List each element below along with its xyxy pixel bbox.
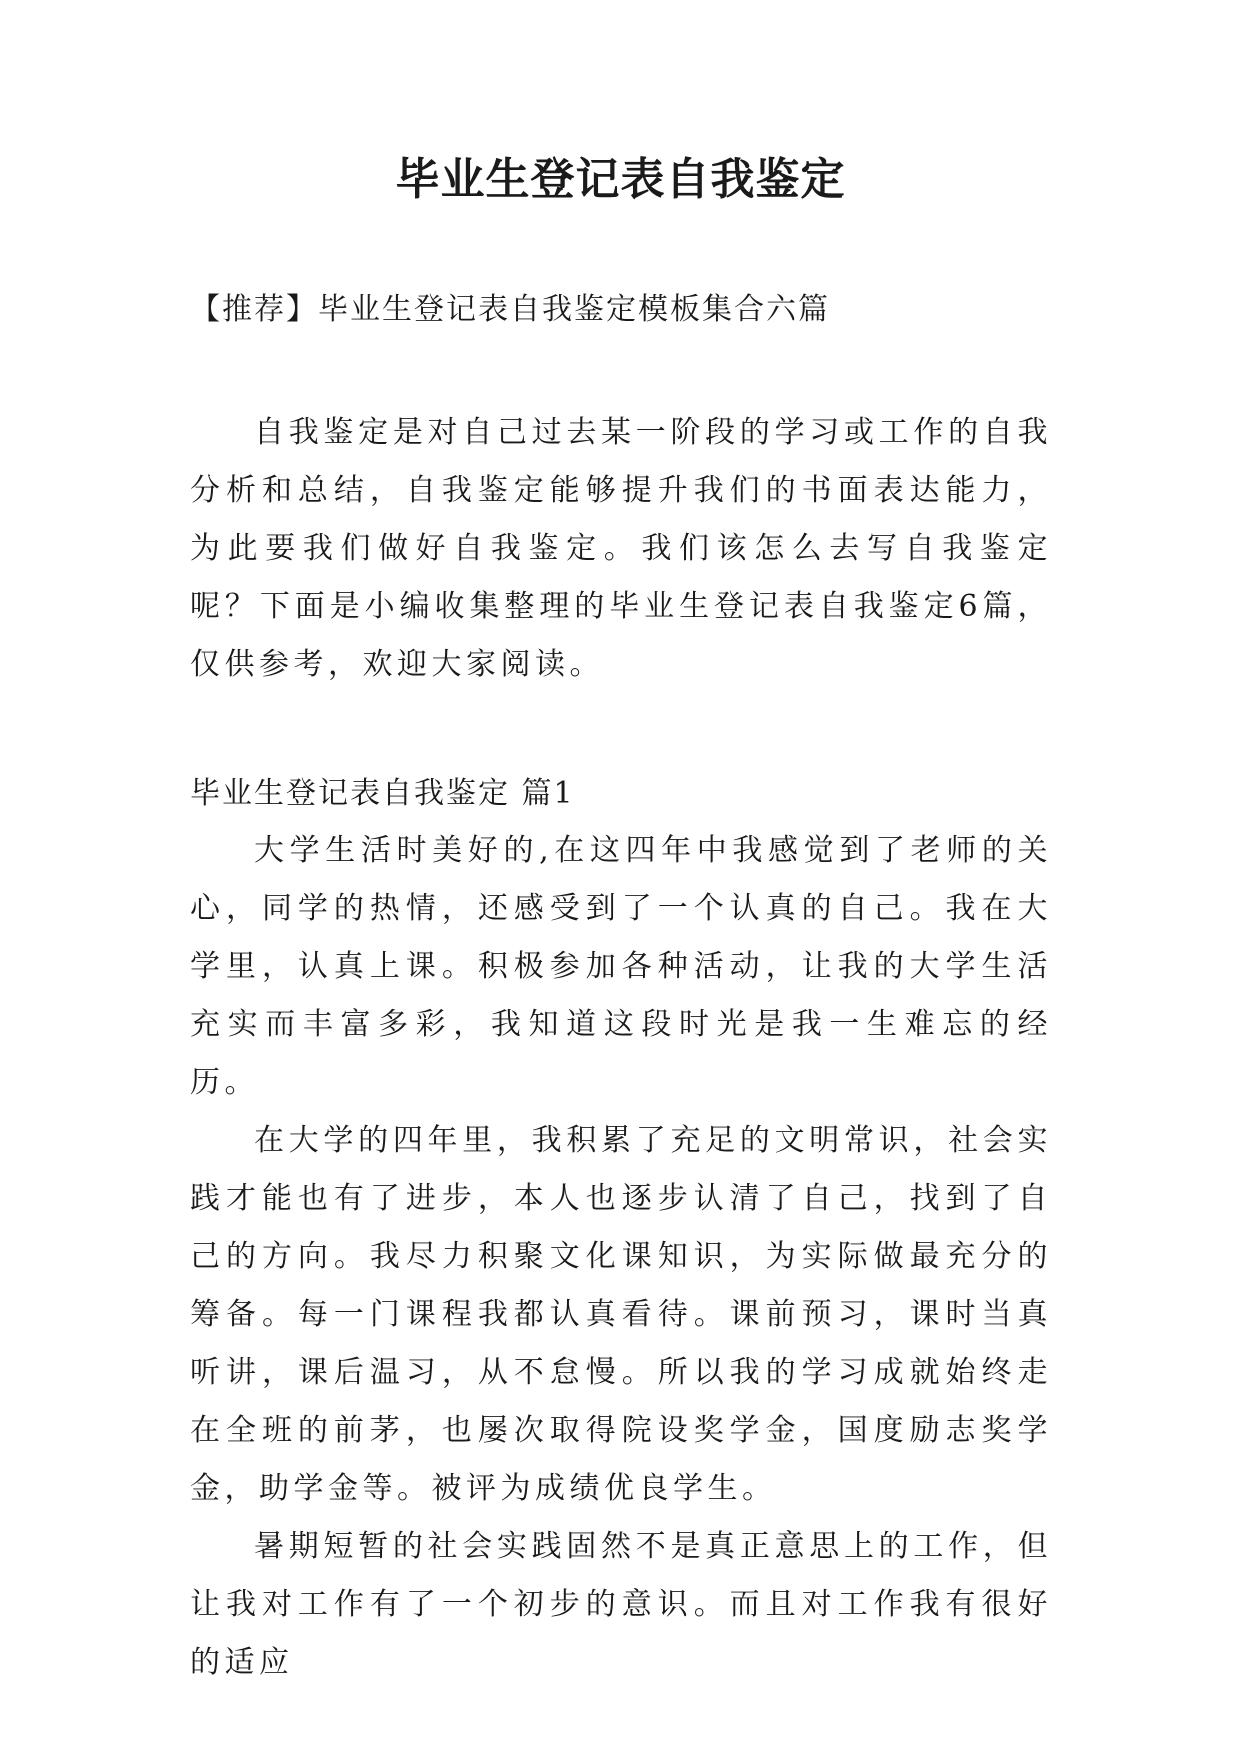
section-heading: 毕业生登记表自我鉴定 篇1 — [190, 776, 575, 811]
section-body — [190, 822, 1052, 1692]
intro-paragraph: 自我鉴定是对自己过去某一阶段的学习或工作的自我分析和总结，自我鉴定能够提升我们的书面表达能力，为此要我们做好自我鉴定。我们该怎么去写自我鉴定呢？下面是小编收集整理的毕业生登记表自我鉴定6篇，仅供参考，欢迎大家阅读。 — [190, 415, 1052, 682]
body-paragraph: 大学生活时美好的,在这四年中我感觉到了老师的关心，同学的热情，还感受到了一个认真的自己。我在大学里，认真上课。积极参加各种活动，让我的大学生活充实而丰富多彩，我知道这段时光是我一生难忘的经历。 — [190, 833, 1052, 1100]
body-paragraph: 暑期短暂的社会实践固然不是真正意思上的工作，但让我对工作有了一个初步的意识。而且对工作我有很好的适应 — [190, 1529, 1052, 1680]
document-subtitle: 【推荐】毕业生登记表自我鉴定模板集合六篇 — [190, 292, 830, 327]
body-paragraph: 在大学的四年里，我积累了充足的文明常识，社会实践才能也有了进步，本人也逐步认清了自己，找到了自己的方向。我尽力积聚文化课知识，为实际做最充分的筹备。每一门课程我都认真看待。课前预习，课时当真听讲，课后温习，从不怠慢。所以我的学习成就始终走在全班的前茅，也屡次取得院设奖学金，国度励志奖学金，助学金等。被评为成绩优良学生。 — [190, 1123, 1052, 1506]
document-title: 毕业生登记表自我鉴定 — [395, 154, 846, 205]
